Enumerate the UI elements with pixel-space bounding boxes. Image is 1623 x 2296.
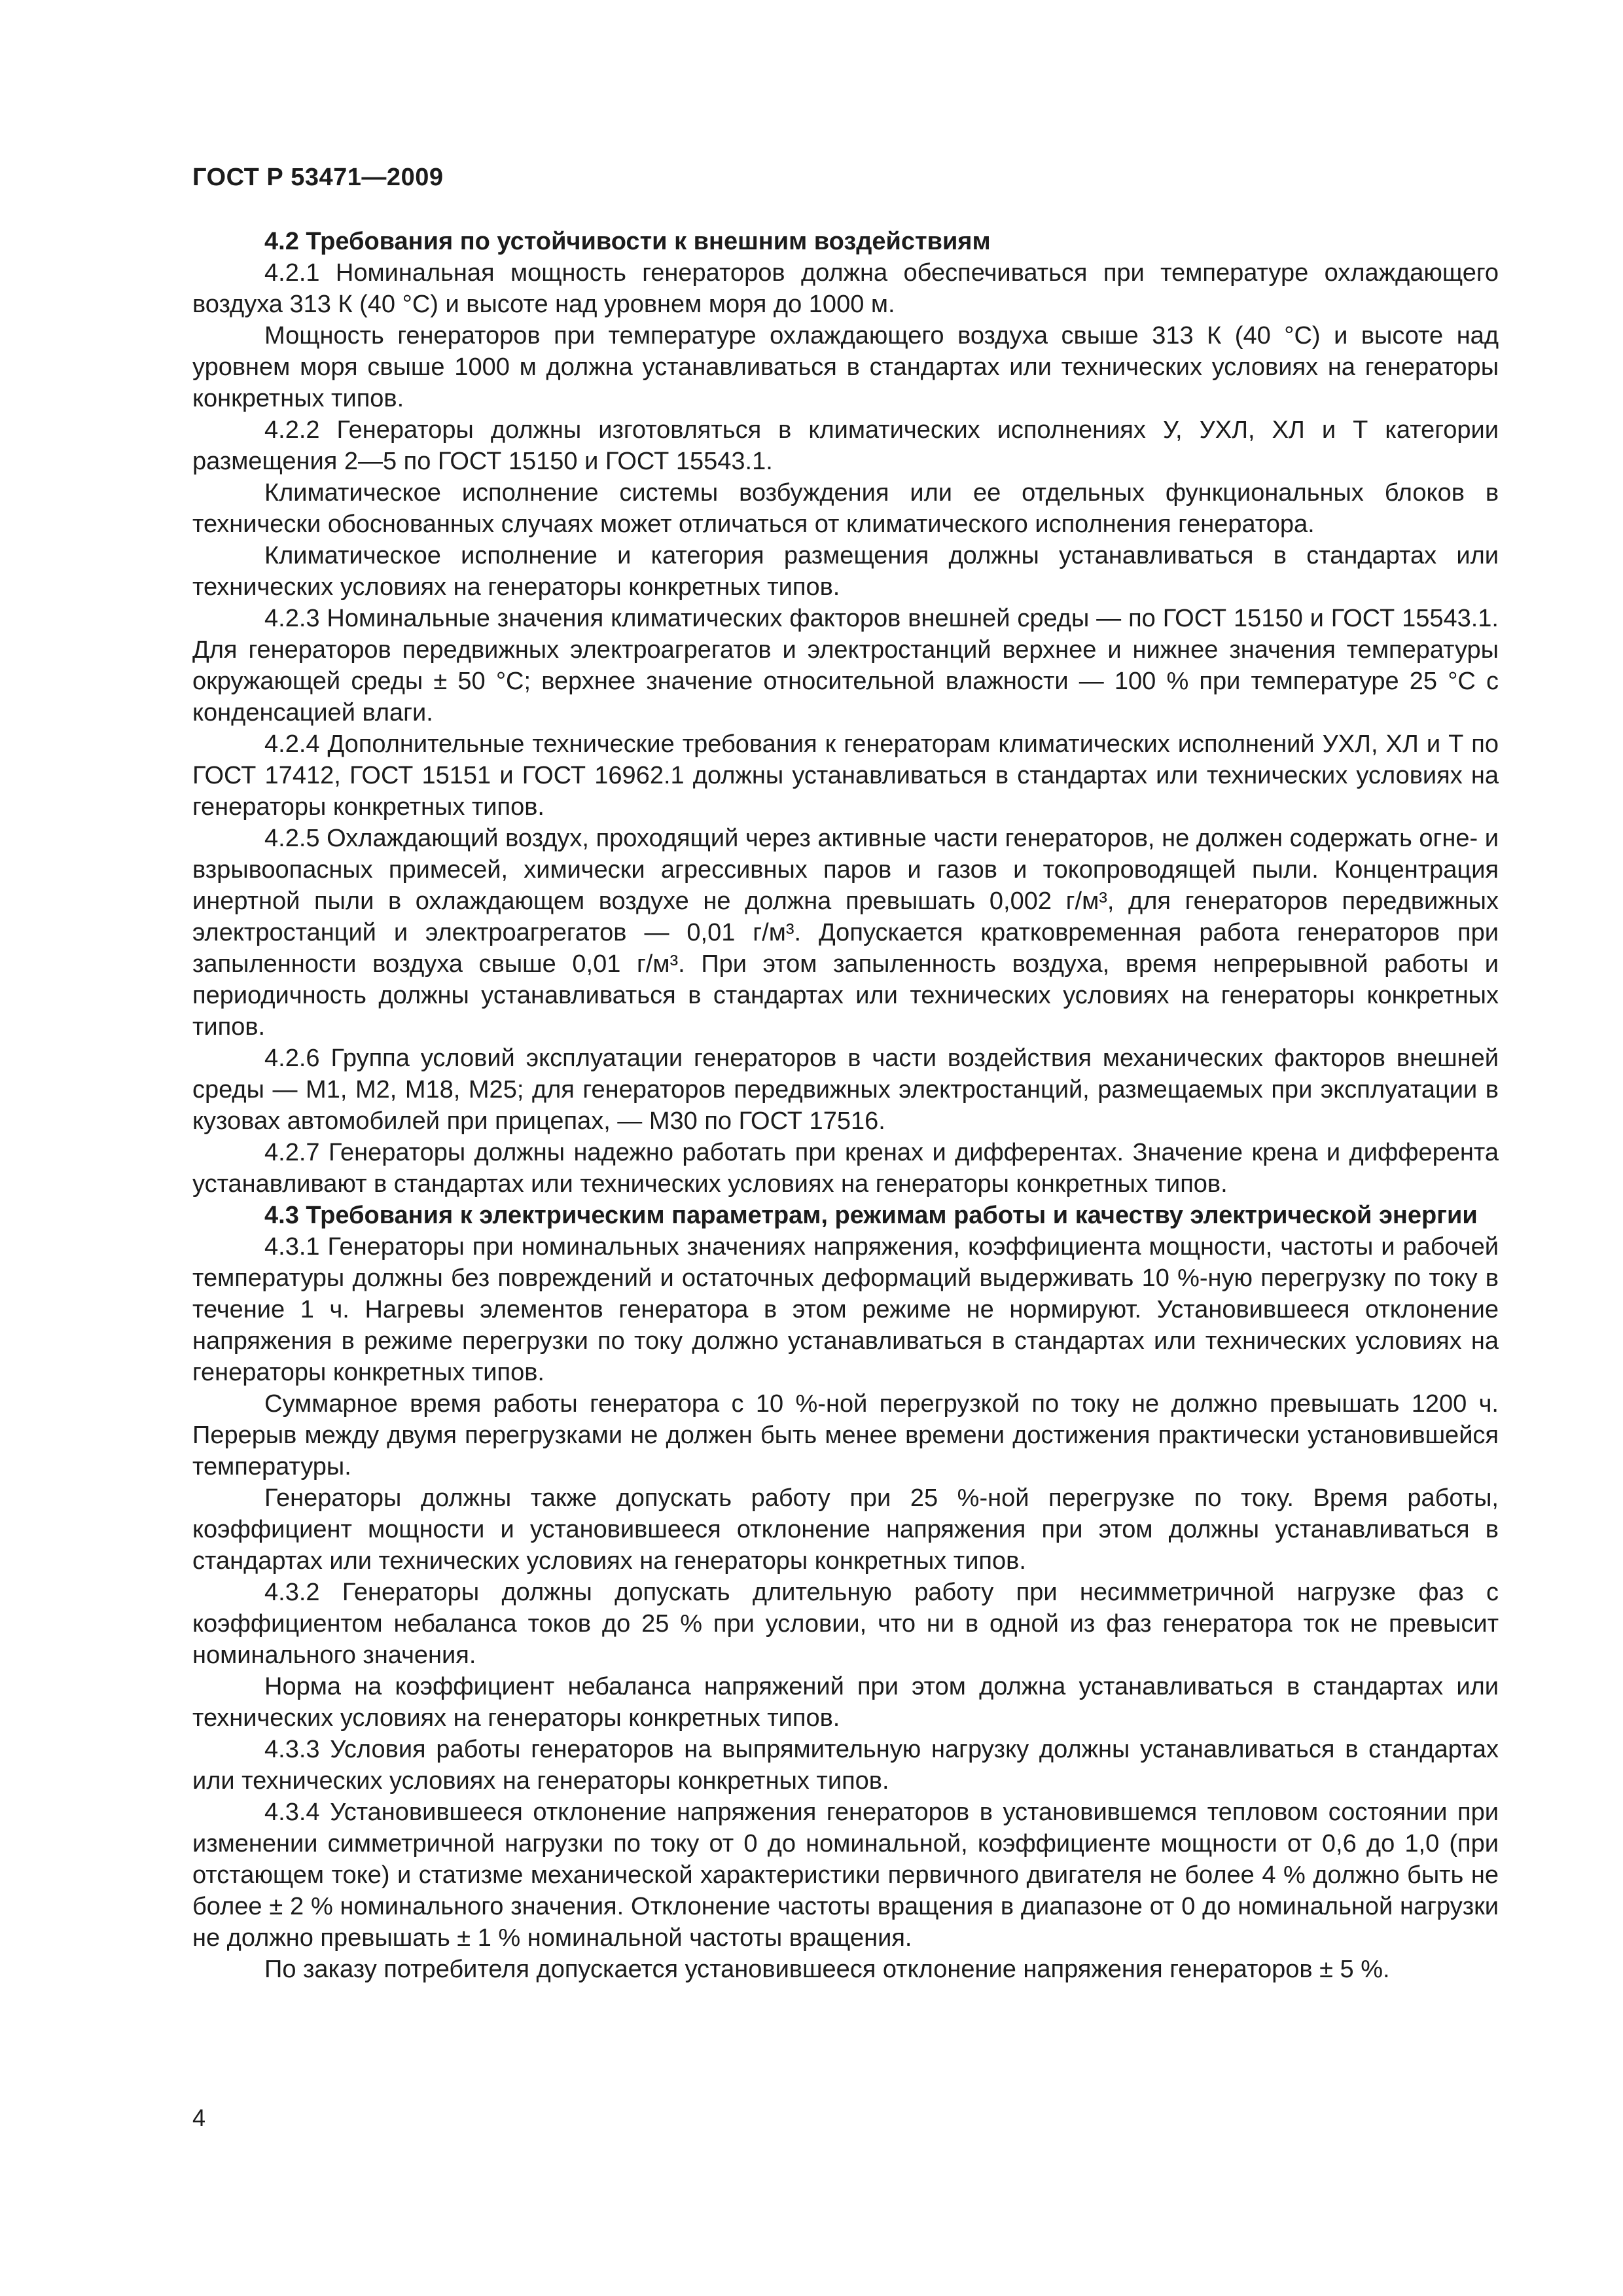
paragraph: 4.2.5 Охлаждающий воздух, проходящий через активные части генераторов, не должен содержать огне- и взрывоопасных примесей, химически агрессивных паров и газов и токопроводящей пыли. Концентрация инертной пыли в охлаждающем воздухе не должна превышать 0,002 г/м³, для генераторов передвижных электростанций и электроагрегатов — 0,01 г/м³. Допускается кратковременная работа генераторов при запыленности воздуха свыше 0,01 г/м³. При этом запыленность воздуха, время непрерывной работы и периодичность должны устанавливаться в стандартах или технических условиях на генераторы конкретных типов. xyxy=(192,825,1499,1041)
paragraph: 4.2.3 Номинальные значения климатических факторов внешней среды — по ГОСТ 15150 и ГОСТ 15543.1. Для генераторов передвижных электроагрегатов и электростанций верхнее и нижнее значения температуры окружающей среды ± 50 °С; верхнее значение относительной влажности — 100 % при температуре 25 °С с конденсацией влаги. xyxy=(192,605,1499,726)
paragraph: 4.2.7 Генераторы должны надежно работать при кренах и дифферентах. Значение крена и дифферента устанавливают в стандартах или технических условиях на генераторы конкретных типов. xyxy=(192,1139,1499,1198)
paragraph: 4.3.1 Генераторы при номинальных значениях напряжения, коэффициента мощности, частоты и рабочей температуры должны без повреждений и остаточных деформаций выдерживать 10 %-ную перегрузку по току в течение 1 ч. Нагревы элементов генератора в этом режиме не нормируют. Установившееся отклонение напряжения в режиме перегрузки по току должно устанавливаться в стандартах или технических условиях на генераторы конкретных типов. xyxy=(192,1233,1499,1386)
paragraph: 4.3.3 Условия работы генераторов на выпрямительную нагрузку должны устанавливаться в стандартах или технических условиях на генераторы конкретных типов. xyxy=(192,1736,1499,1795)
section-heading-4-3: 4.3 Требования к электрическим параметрам, режимам работы и качеству электрической энергии xyxy=(264,1202,1478,1229)
paragraph: Генераторы должны также допускать работу при 25 %-ной перегрузке по току. Время работы, коэффициент мощности и установившееся отклонение напряжения при этом должны устанавливаться в стандартах или технических условиях на генераторы конкретных типов. xyxy=(192,1484,1499,1575)
paragraph: Климатическое исполнение и категория размещения должны устанавливаться в стандартах или технических условиях на генераторы конкретных типов. xyxy=(192,542,1499,601)
page-number: 4 xyxy=(192,2104,206,2131)
paragraph: Суммарное время работы генератора с 10 %-ной перегрузкой по току не должно превышать 1200 ч. Перерыв между двумя перегрузками не должен быть менее времени достижения практически установившейся температуры. xyxy=(192,1390,1499,1480)
paragraph: 4.2.6 Группа условий эксплуатации генераторов в части воздействия механических факторов внешней среды — М1, М2, М18, М25; для генераторов передвижных электростанций, размещаемых при эксплуатации в кузовах автомобилей при прицепах, — М30 по ГОСТ 17516. xyxy=(192,1045,1499,1135)
document-code: ГОСТ Р 53471—2009 xyxy=(192,164,444,191)
paragraph: 4.2.1 Номинальная мощность генераторов должна обеспечиваться при температуре охлаждающего воздуха 313 К (40 °С) и высоте над уровнем моря до 1000 м. xyxy=(192,259,1499,318)
paragraph: 4.3.4 Установившееся отклонение напряжения генераторов в установившемся тепловом состоянии при изменении симметричной нагрузки по току от 0 до номинальной, коэффициенте мощности от 0,6 до 1,0 (при отстающем токе) и статизме механической характеристики первичного двигателя не более 4 % должно быть не более ± 2 % номинального значения. Отклонение частоты вращения в диапазоне от 0 до номинальной нагрузки не должно превышать ± 1 % номинальной частоты вращения. xyxy=(192,1799,1499,1952)
paragraph: По заказу потребителя допускается установившееся отклонение напряжения генераторов ± 5 %. xyxy=(264,1956,1390,1983)
section-heading-4-2: 4.2 Требования по устойчивости к внешним воздействиям xyxy=(264,228,991,255)
paragraph: 4.2.4 Дополнительные технические требования к генераторам климатических исполнений УХЛ, ХЛ и Т по ГОСТ 17412, ГОСТ 15151 и ГОСТ 16962.1 должны устанавливаться в стандартах или технических условиях на генераторы конкретных типов. xyxy=(192,730,1499,821)
paragraph: Норма на коэффициент небаланса напряжений при этом должна устанавливаться в стандартах или технических условиях на генераторы конкретных типов. xyxy=(192,1673,1499,1732)
paragraph: Мощность генераторов при температуре охлаждающего воздуха свыше 313 К (40 °С) и высоте над уровнем моря свыше 1000 м должна устанавливаться в стандартах или технических условиях на генераторы конкретных типов. xyxy=(192,322,1499,412)
paragraph: 4.3.2 Генераторы должны допускать длительную работу при несимметричной нагрузке фаз с коэффициентом небаланса токов до 25 % при условии, что ни в одной из фаз генератора ток не превысит номинального значения. xyxy=(192,1579,1499,1669)
document-body xyxy=(192,226,1499,1985)
paragraph: Климатическое исполнение системы возбуждения или ее отдельных функциональных блоков в технически обоснованных случаях может отличаться от климатического исполнения генератора. xyxy=(192,479,1499,538)
paragraph: 4.2.2 Генераторы должны изготовляться в климатических исполнениях У, УХЛ, ХЛ и Т категории размещения 2—5 по ГОСТ 15150 и ГОСТ 15543.1. xyxy=(192,416,1499,475)
